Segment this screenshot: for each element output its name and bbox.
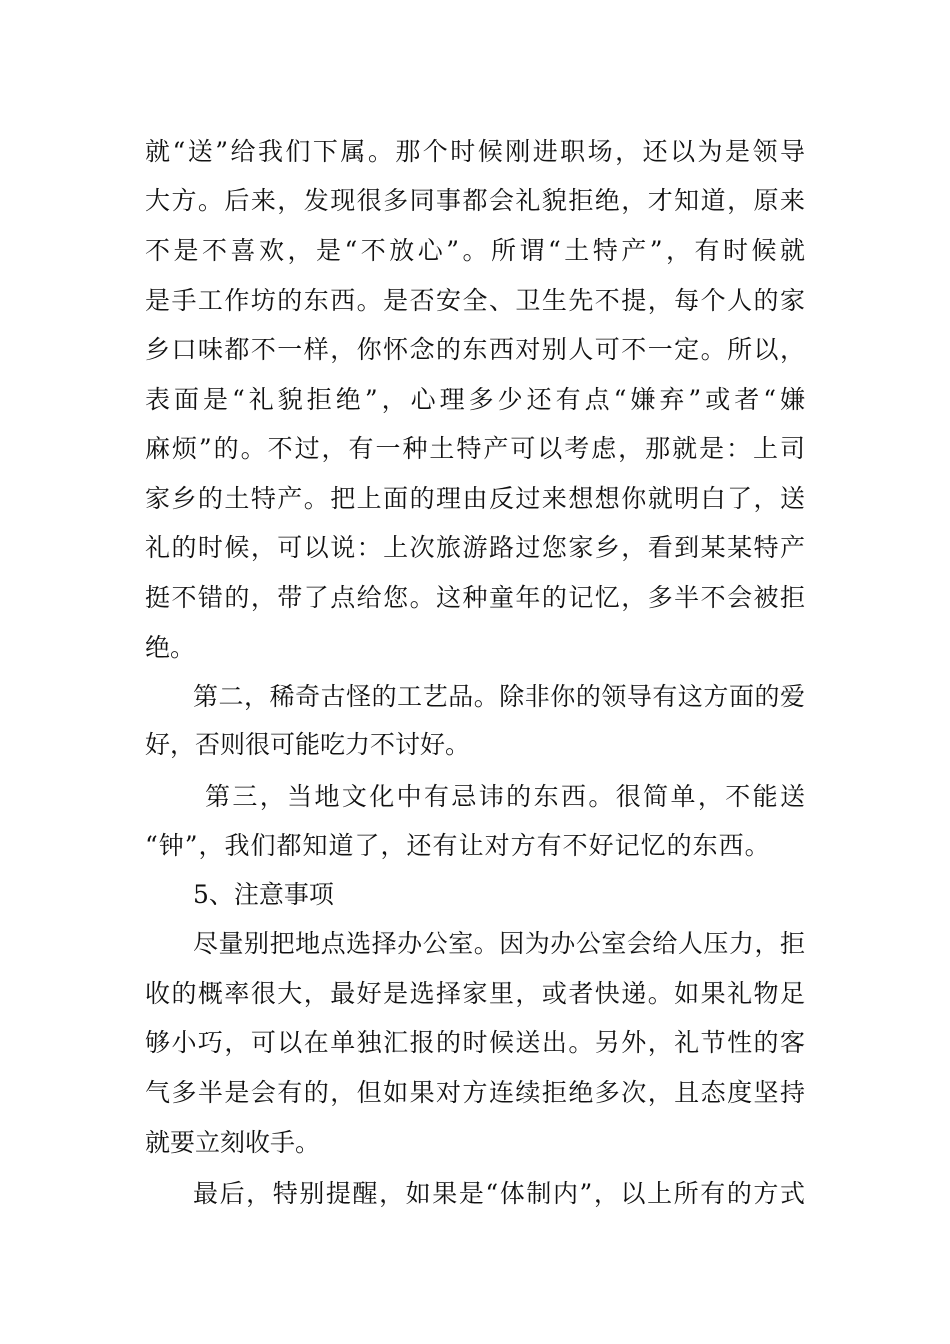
text-line: 家乡的土特产。把上面的理由反过来想想你就明白了，送 [145, 484, 805, 513]
text-line: 大方。后来，发现很多同事都会礼貌拒绝，才知道，原来 [145, 186, 805, 215]
text-line: 麻烦”的。不过，有一种土特产可以考虑，那就是：上司 [145, 434, 805, 463]
text-line: 尽量别把地点选择办公室。因为办公室会给人压力，拒 [193, 929, 805, 958]
text-line: 气多半是会有的，但如果对方连续拒绝多次，且态度坚持 [145, 1078, 805, 1107]
text-line: 表面是“礼貌拒绝”，心理多少还有点“嫌弃”或者“嫌 [145, 385, 805, 414]
text-line: 第二，稀奇古怪的工艺品。除非你的领导有这方面的爱 [193, 682, 805, 711]
text-line: 就要立刻收手。 [145, 1128, 321, 1157]
text-line: 绝。 [145, 633, 196, 662]
text-line: 好，否则很可能吃力不讨好。 [145, 730, 471, 759]
text-line: 第三，当地文化中有忌讳的东西。很简单，不能送 [205, 782, 805, 811]
text-line: 礼的时候，可以说：上次旅游路过您家乡，看到某某特产 [145, 533, 805, 562]
text-line: 是手工作坊的东西。是否安全、卫生先不提，每个人的家 [145, 286, 805, 315]
text-line: 不是不喜欢，是“不放心”。所谓“土特产”，有时候就 [145, 236, 805, 265]
text-line: “钟”，我们都知道了，还有让对方有不好记忆的东西。 [145, 831, 771, 860]
text-line: 收的概率很大，最好是选择家里，或者快递。如果礼物足 [145, 979, 805, 1008]
text-line: 够小巧，可以在单独汇报的时候送出。另外，礼节性的客 [145, 1028, 805, 1057]
text-line: 最后，特别提醒，如果是“体制内”，以上所有的方式 [193, 1179, 805, 1208]
text-line: 乡口味都不一样，你怀念的东西对别人可不一定。所以， [145, 335, 805, 364]
text-line: 挺不错的，带了点给您。这种童年的记忆，多半不会被拒 [145, 583, 805, 612]
text-line: 就“送”给我们下属。那个时候刚进职场，还以为是领导 [145, 137, 805, 166]
heading-text: 5、注意事项 [193, 880, 334, 909]
